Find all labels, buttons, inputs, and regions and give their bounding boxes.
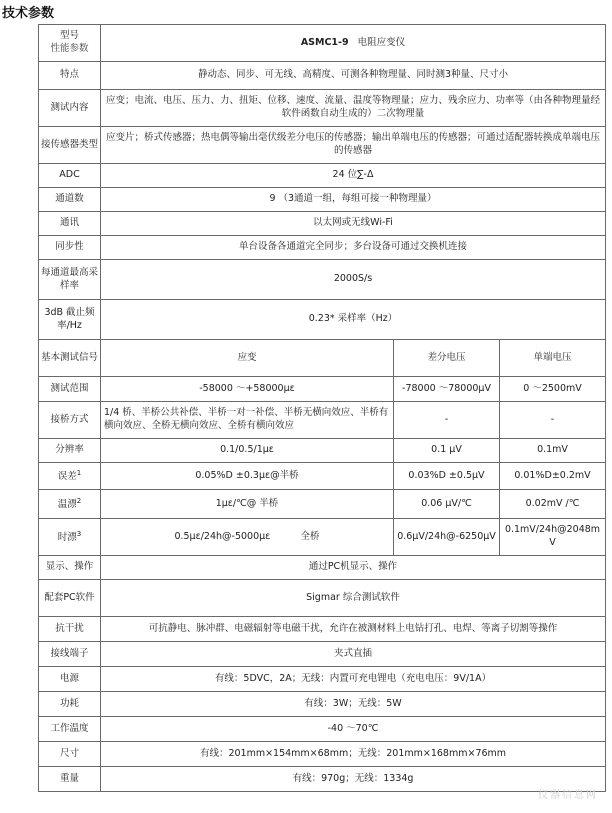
row-label: 接传感器类型 [39, 127, 101, 164]
row-value: 2000S/s [101, 260, 606, 300]
row-value: 应变；电流、电压、压力、力、扭矩、位移、速度、流量、温度等物理量；应力、残余应力、功率等（由各种物理量经软件函数自动生成的）二次物理量 [101, 90, 606, 127]
row-value: 静动态、同步、可无线、高精度、可测各种物理量、同时测3种量、尺寸小 [101, 62, 606, 90]
row-value: 有线：3W；无线：5W [101, 692, 606, 717]
signal-row [39, 340, 606, 377]
cell-diff: 0.1 μV [394, 439, 500, 463]
table-row [39, 212, 606, 236]
row-label: 误差$^1$ [39, 463, 101, 490]
row-label: 重量 [39, 767, 101, 792]
header-model-cell [101, 25, 606, 62]
row-label: 配套PC软件 [39, 580, 101, 617]
row-value: Sigmar 综合测试软件 [101, 580, 606, 617]
table-row [39, 300, 606, 340]
cell-strain: -58000 ～+58000με [101, 377, 394, 402]
watermark: 仪器信息网 [538, 790, 598, 801]
table-row [39, 556, 606, 580]
table-row [39, 490, 606, 519]
header-label-line2: 性能参数 [50, 43, 89, 54]
page-title: 技术参数 [2, 6, 55, 21]
row-value: 以太网或无线Wi-Fi [101, 212, 606, 236]
cell-single: 0.01%D±0.2mV [500, 463, 606, 490]
table-row [39, 717, 606, 742]
row-value: 有线：970g；无线：1334g [101, 767, 606, 792]
header-row [39, 25, 606, 62]
table-row [39, 90, 606, 127]
col-single-voltage: 单端电压 [500, 340, 606, 377]
table-row [39, 402, 606, 439]
cell-strain: 1με/℃@ 半桥 [101, 490, 394, 519]
row-label: 尺寸 [39, 742, 101, 767]
table-row [39, 188, 606, 212]
row-label: 同步性 [39, 236, 101, 260]
row-value: 可抗静电、脉冲群、电磁辐射等电磁干扰，允许在被测材料上电钻打孔、电焊、等离子切割等操作 [101, 617, 606, 642]
row-label: 特点 [39, 62, 101, 90]
row-value: 有线：5DVC，2A；无线：内置可充电锂电（充电电压：9V/1A） [101, 667, 606, 692]
table-row [39, 236, 606, 260]
row-value: 有线：201mm×154mm×68mm；无线：201mm×168mm×76mm [101, 742, 606, 767]
row-label: 功耗 [39, 692, 101, 717]
row-label: 接线端子 [39, 642, 101, 667]
table-row [39, 62, 606, 90]
cell-diff: - [394, 402, 500, 439]
row-value: 24 位∑-Δ [101, 164, 606, 188]
table-row [39, 164, 606, 188]
table-row [39, 260, 606, 300]
cell-diff: -78000 ～78000μV [394, 377, 500, 402]
table-row [39, 617, 606, 642]
row-label: 测试内容 [39, 90, 101, 127]
row-label: 接桥方式 [39, 402, 101, 439]
row-label: 通道数 [39, 188, 101, 212]
col-strain: 应变 [101, 340, 394, 377]
row-label: 显示、操作 [39, 556, 101, 580]
row-label: 温漂$^2$ [39, 490, 101, 519]
cell-single: - [500, 402, 606, 439]
table-row [39, 742, 606, 767]
row-label: 分辨率 [39, 439, 101, 463]
row-value: 9 （3通道一组，每组可接一种物理量） [101, 188, 606, 212]
model-name: 电阻应变仪 [357, 36, 406, 48]
table-row [39, 439, 606, 463]
row-value: 通过PC机显示、操作 [101, 556, 606, 580]
header-label-line1: 型号 [59, 30, 79, 42]
cell-single: 0 ～2500mV [500, 377, 606, 402]
table-row [39, 127, 606, 164]
cell-strain: 0.1/0.5/1με [101, 439, 394, 463]
row-label: 时漂$^3$ [39, 519, 101, 556]
table-row [39, 692, 606, 717]
table-row [39, 519, 606, 556]
row-label: 工作温度 [39, 717, 101, 742]
table-row [39, 642, 606, 667]
cell-diff: 0.06 μV/℃ [394, 490, 500, 519]
row-label: 基本测试信号 [39, 340, 101, 377]
table-row [39, 767, 606, 792]
row-value: 应变片；桥式传感器；热电偶等输出毫伏级差分电压的传感器；输出单端电压的传感器；可通过适配器转换成单端电压的传感器 [101, 127, 606, 164]
row-label: 电源 [39, 667, 101, 692]
row-label: 3dB 截止频率/Hz [39, 300, 101, 340]
cell-single: 0.1mV/24h@2048mV [500, 519, 606, 556]
row-label: ADC [39, 164, 101, 188]
cell-single: 0.1mV [500, 439, 606, 463]
cell-single: 0.02mV /℃ [500, 490, 606, 519]
row-label: 通讯 [39, 212, 101, 236]
row-value: 单台设备各通道完全同步；多台设备可通过交换机连接 [101, 236, 606, 260]
cell-strain: 0.5με/24h@-5000με 全桥 [101, 519, 394, 556]
row-label: 每通道最高采样率 [39, 260, 101, 300]
table-row [39, 463, 606, 490]
row-value: -40 ～70℃ [101, 717, 606, 742]
header-label [39, 25, 101, 62]
table-row [39, 667, 606, 692]
cell-strain: 0.05%D ±0.3με@半桥 [101, 463, 394, 490]
cell-strain: 1/4 桥、半桥公共补偿、半桥一对一补偿、半桥无横向效应、半桥有横向效应、全桥无横向效应、全桥有横向效应 [101, 402, 394, 439]
col-diff-voltage: 差分电压 [394, 340, 500, 377]
table-row [39, 377, 606, 402]
row-label: 抗干扰 [39, 617, 101, 642]
row-value: 0.23* 采样率（Hz） [101, 300, 606, 340]
cell-diff: 0.03%D ±0.5μV [394, 463, 500, 490]
model-number: ASMC1-9 [300, 36, 349, 48]
spec-table [38, 24, 606, 792]
cell-diff: 0.6μV/24h@-6250μV [394, 519, 500, 556]
row-value: 夹式直插 [101, 642, 606, 667]
table-row [39, 580, 606, 617]
row-label: 测试范围 [39, 377, 101, 402]
